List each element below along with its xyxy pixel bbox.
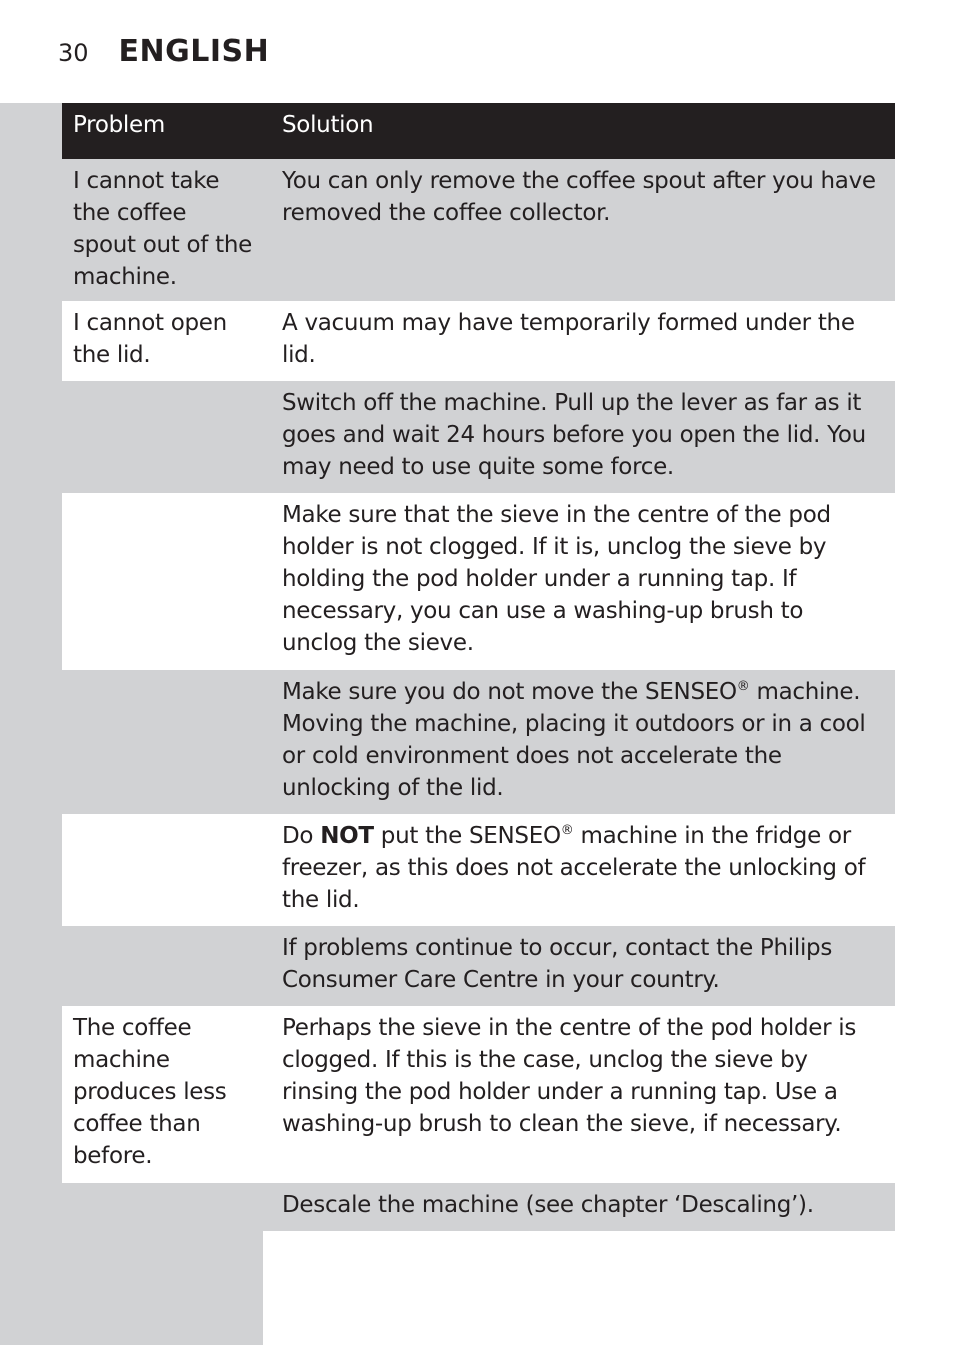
- solution-cell: Make sure that the sieve in the centre of the pod holder is not clogged. If it is, unclog the sieve by holding the pod holder under a running tap. If necessary, you can use a washing-up brush to unclog the sieve.: [282, 502, 831, 656]
- page-header: [58, 34, 269, 74]
- problem-cell: [62, 814, 262, 926]
- solution-text: put the SENSEO: [373, 823, 561, 849]
- table-row: [62, 670, 895, 814]
- table-row: [62, 493, 895, 670]
- page-number: 30: [58, 39, 89, 67]
- solution-text: machine. Moving the machine, placing it outdoors or in a cool or cold environment does not accelerate the unlocking of the lid.: [282, 679, 866, 801]
- column-header-solution: Solution: [282, 112, 374, 138]
- problem-cell: The coffee machine produces less coffee than before.: [73, 1015, 227, 1169]
- problem-cell: [62, 381, 262, 493]
- registered-mark: ®: [736, 679, 750, 694]
- solution-text: Make sure you do not move the SENSEO: [282, 679, 737, 705]
- problem-cell: I cannot open the lid.: [73, 310, 227, 368]
- solution-cell: A vacuum may have temporarily formed under the lid.: [282, 310, 855, 368]
- table-row: [62, 1183, 895, 1231]
- solution-cell: [262, 814, 895, 926]
- troubleshooting-table: [62, 103, 895, 1231]
- problem-cell: [62, 1183, 262, 1231]
- problem-cell: [62, 926, 262, 1006]
- section-title: ENGLISH: [118, 34, 270, 69]
- solution-cell: Descale the machine (see chapter ‘Descaling’).: [282, 1192, 814, 1218]
- solution-cell: If problems continue to occur, contact the Philips Consumer Care Centre in your country.: [282, 935, 833, 993]
- problem-cell: [62, 670, 262, 814]
- table-row: [62, 814, 895, 926]
- solution-text: machine in the fridge or freezer, as this does not accelerate the unlocking of the lid.: [282, 823, 866, 913]
- emphasis-not: NOT: [320, 823, 374, 849]
- problem-cell: I cannot take the coffee spout out of the machine.: [73, 168, 252, 290]
- table-row: [62, 1006, 895, 1183]
- registered-mark: ®: [560, 823, 574, 838]
- table-row: [62, 159, 895, 301]
- problem-cell: [62, 493, 262, 670]
- column-header-problem: Problem: [73, 112, 165, 138]
- solution-cell: Perhaps the sieve in the centre of the pod holder is clogged. If this is the case, unclog the sieve by rinsing the pod holder under a running tap. Use a washing-up brush to clean the sieve, if necessary.: [282, 1015, 857, 1137]
- table-header: [62, 103, 895, 159]
- table-row: [62, 301, 895, 381]
- solution-cell: Switch off the machine. Pull up the lever as far as it goes and wait 24 hours before you open the lid. You may need to use quite some force.: [282, 390, 866, 480]
- table-row: [62, 381, 895, 493]
- solution-text: Do: [282, 823, 321, 849]
- solution-cell: You can only remove the coffee spout after you have removed the coffee collector.: [282, 168, 876, 226]
- table-row: [62, 926, 895, 1006]
- solution-cell: [262, 670, 895, 814]
